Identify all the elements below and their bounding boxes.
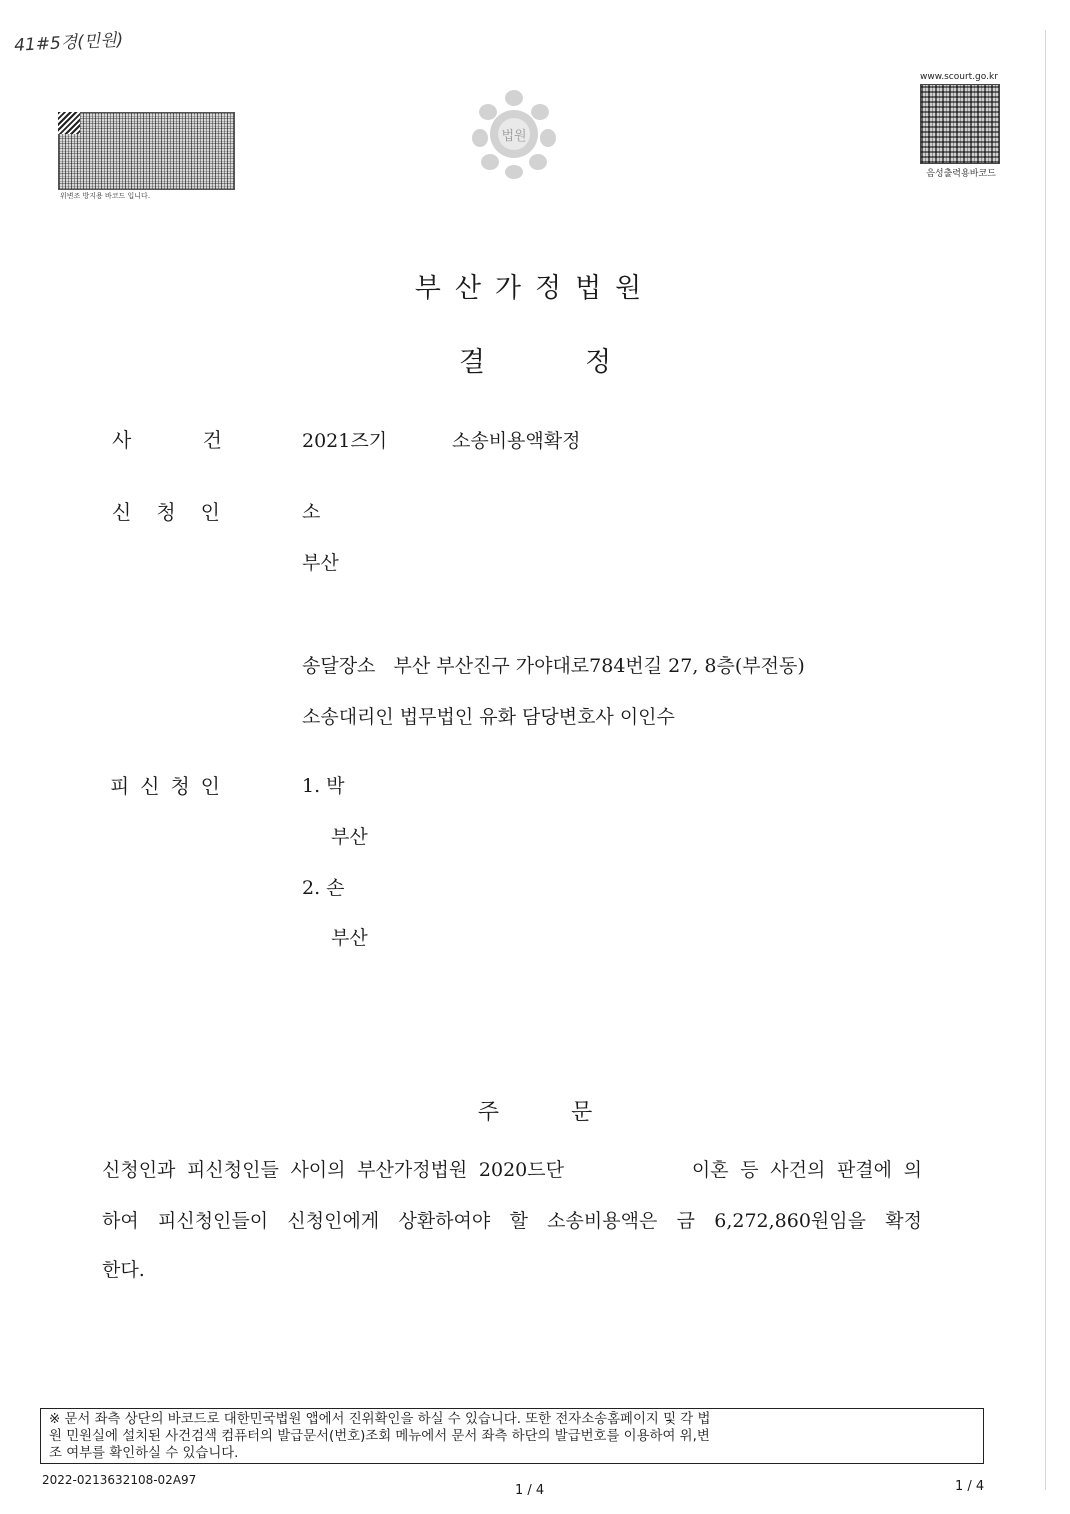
respondents-label-char: 인 <box>200 774 220 798</box>
barcode-caption: 위변조 방지용 바코드 입니다. <box>60 192 151 200</box>
notice-line: 원 민원실에 설치된 사건검색 컴퓨터의 발급문서(번호)조회 메뉴에서 문서 좌측 하단의 발급번호를 이용하여 위,변 <box>49 1429 710 1444</box>
voice-output-qr-code <box>920 72 1002 179</box>
respondent-2-name: 2. 손 <box>302 877 345 899</box>
case-label-char: 건 <box>202 428 222 452</box>
case-number: 2021즈기 <box>302 430 388 452</box>
respondents-label-char: 신 <box>140 774 160 798</box>
applicant-label-char: 인 <box>200 500 220 524</box>
page-number-right: 1 / 4 <box>955 1479 985 1494</box>
respondents-label-char: 청 <box>170 774 190 798</box>
respondent-1-name: 1. 박 <box>302 775 345 797</box>
document-type <box>0 340 1070 379</box>
respondent-2-address: 부산 <box>331 927 368 949</box>
court-seal-emblem <box>470 88 558 180</box>
handwritten-note: 41#5경(민원) <box>13 30 124 56</box>
case-label-char: 사 <box>112 428 132 452</box>
applicant-label-char: 신 <box>112 500 132 524</box>
notice-line: ※ 문서 좌측 상단의 바코드로 대한민국법원 앱에서 진위확인을 하실 수 있습니다. 또한 전자소송홈페이지 및 각 법 <box>49 1412 711 1427</box>
respondents-label <box>110 770 220 799</box>
page-number-center: 1 / 4 <box>515 1483 545 1498</box>
anti-forgery-barcode <box>58 112 233 200</box>
barcode-corner-mark <box>58 112 80 134</box>
order-line-2: 하여 피신청인들이 신청인에게 상환하여야 할 소송비용액은 금 6,272,860원임을 확정 <box>102 1210 922 1232</box>
notice-line: 조 여부를 확인하실 수 있습니다. <box>49 1446 239 1461</box>
order-line-1: 신청인과 피신청인들 사이의 부산가정법원 2020드단 이혼 등 사건의 판결에 의 <box>102 1159 922 1181</box>
respondent-1-address: 부산 <box>331 826 368 848</box>
scan-margin-line <box>1045 30 1046 1490</box>
case-label <box>112 424 222 453</box>
order-heading <box>0 1095 1070 1126</box>
applicant-label <box>112 496 220 525</box>
doc-type-char-2: 정 <box>585 347 612 378</box>
applicant-label-char: 청 <box>156 500 176 524</box>
order-heading-char-1: 주 <box>477 1100 499 1125</box>
seal-text: 법원 <box>501 129 527 144</box>
applicant-address: 부산 <box>302 552 339 574</box>
service-place-address: 부산 부산진구 가야대로784번길 27, 8층(부전동) <box>393 655 805 677</box>
qr-caption: 음성출력용바코드 <box>926 169 996 179</box>
respondents-label-char: 피 <box>110 774 130 798</box>
service-place-label: 송달장소 <box>302 655 376 677</box>
barcode-pattern <box>58 112 235 190</box>
court-name: 부산가정법원 <box>414 273 656 304</box>
case-name: 소송비용액확정 <box>452 430 581 452</box>
applicant-name: 소 <box>302 501 321 523</box>
legal-agent: 소송대리인 법무법인 유화 담당변호사 이인수 <box>302 706 675 728</box>
verification-notice <box>40 1408 984 1464</box>
issue-number: 2022-0213632108-02A97 <box>42 1473 197 1487</box>
service-place <box>302 651 805 678</box>
qr-pattern <box>920 84 1000 164</box>
doc-type-char-1: 결 <box>458 347 485 378</box>
order-line-3: 한다. <box>102 1259 145 1281</box>
qr-url: www.scourt.go.kr <box>920 72 998 82</box>
order-heading-char-2: 문 <box>571 1100 593 1125</box>
